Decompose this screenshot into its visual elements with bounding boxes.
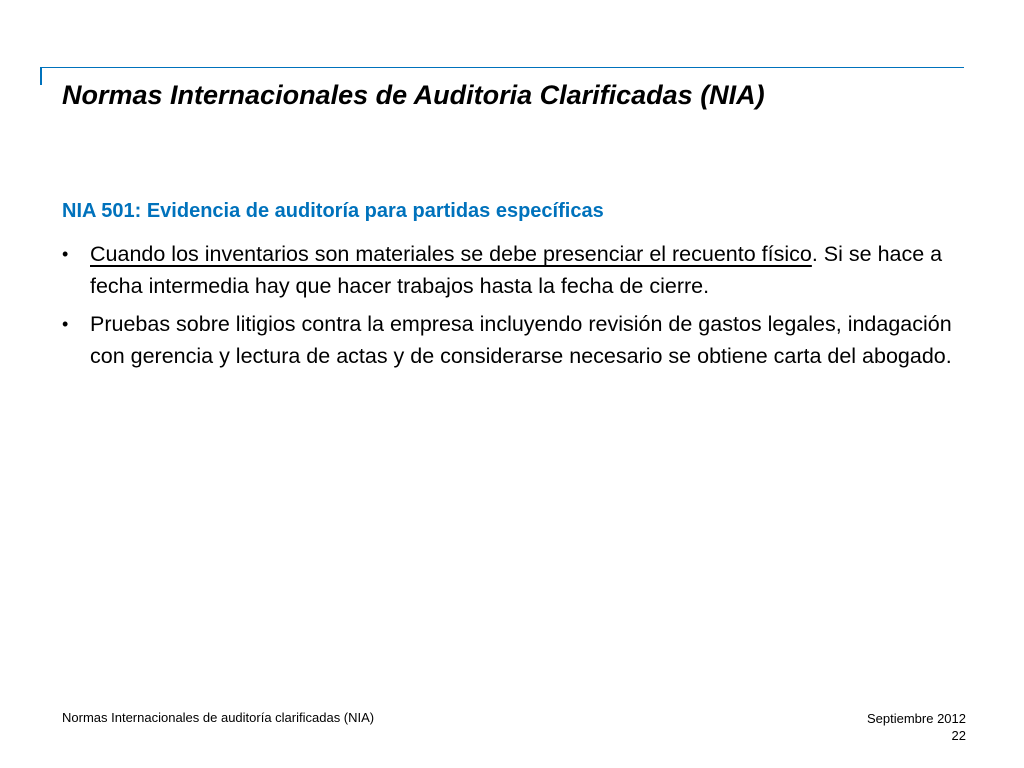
bullet-underlined-text: Cuando los inventarios son materiales se debe presenciar el recuento físico [90, 242, 812, 266]
bullet-item [62, 308, 962, 372]
section-heading: NIA 501: Evidencia de auditoría para partidas específicas [62, 200, 604, 222]
slide-title: Normas Internacionales de Auditoria Clarificadas (NIA) [62, 80, 765, 110]
bullet-item [62, 238, 962, 302]
bullet-text: Pruebas sobre litigios contra la empresa incluyendo revisión de gastos legales, indagación con gerencia y lectura de actas y de considerarse necesario se obtiene carta del abogado. [90, 312, 952, 368]
corner-accent [40, 67, 42, 85]
bullet-list [62, 238, 962, 378]
bullet-icon: • [62, 244, 69, 264]
page-number: 22 [951, 728, 966, 743]
title-rule [40, 67, 964, 68]
footer-meta [867, 710, 966, 744]
bullet-icon: • [62, 314, 69, 334]
bullet-text: . Si se hace a fecha intermedia hay que hacer trabajos hasta la fecha de cierre. [90, 242, 943, 298]
footer-title: Normas Internacionales de auditoría clarificadas (NIA) [62, 710, 375, 725]
footer-date: Septiembre 2012 [866, 711, 966, 726]
